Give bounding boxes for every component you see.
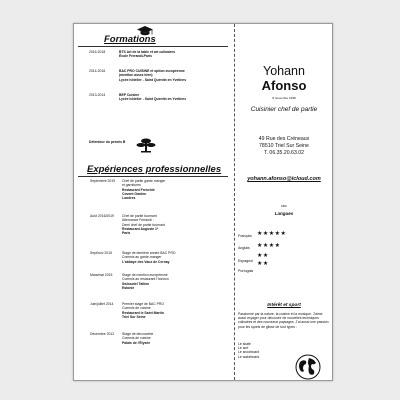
- education-line: BTS Art de la table et art culinaires: [119, 50, 176, 54]
- experience-date: Juin/juillet 2014: [90, 302, 114, 306]
- experience-line: Stage de dernière année BAC PRO: [122, 251, 176, 255]
- experience-line: Alternance Ferrandi :: [122, 218, 154, 223]
- experience-line: Commis au restaurant l'horizon: [122, 277, 169, 282]
- experience-line: Stage de mention européenne: [122, 273, 168, 277]
- language-name: Français: [238, 234, 252, 238]
- experience-place: Palais de l'Élysée: [122, 340, 151, 345]
- job-title: Cuisinier chef de partie: [250, 106, 318, 113]
- experience-line: Chef de partie garde manger: [122, 179, 166, 183]
- education-line: BAC PRO CUISINE et option européenne: [119, 69, 185, 73]
- experience-title: Expériences professionnelles: [87, 164, 222, 175]
- email-link[interactable]: yohann.afonso@icloud.com: [247, 176, 321, 182]
- language-stars: ★★★★: [257, 243, 281, 249]
- address-line: 78510 Triel Sur Seine: [259, 143, 309, 149]
- education-date: 2016-2018: [89, 50, 106, 54]
- experience-line: Commis de cuisine: [122, 306, 151, 311]
- driving-licence: Détenteur du permis B: [89, 140, 126, 144]
- experience-place: Restaurant le Saint Martin: [122, 310, 164, 315]
- language-name: Portugais: [238, 269, 254, 273]
- language-stars: ★★: [257, 261, 269, 267]
- experience-line: Chef de partie tournant: [122, 214, 157, 218]
- experience-rule: [78, 176, 228, 177]
- experience-place: Estonie: [122, 285, 135, 290]
- experience-date: Décembre 2012: [90, 332, 115, 336]
- experience-date: Sept/nov 2015: [90, 251, 112, 255]
- sport-item: Le skate: [238, 342, 251, 346]
- experience-line: Commis de cuisine: [122, 336, 151, 341]
- experience-line: et garnitures: [122, 183, 141, 188]
- sport-item: Le snowboard: [238, 350, 260, 355]
- experience-place: Restaurant Frenchie: [122, 187, 155, 192]
- sport-item: Le surf: [238, 346, 249, 351]
- birth-date: 8 novembre 1998: [272, 96, 296, 100]
- sports-list: [238, 342, 259, 359]
- column-divider: [234, 24, 235, 380]
- education-line: BEP Cuisine: [119, 93, 140, 97]
- education-line: Lycée hôtelier - Saint Quentin en Yvelines: [119, 97, 187, 102]
- tree-icon: [136, 137, 156, 153]
- education-date: 2013-2014: [89, 93, 106, 97]
- experience-line: Stage de découverte: [122, 332, 154, 336]
- experience-place: Swissotel Tallinn: [122, 281, 150, 286]
- interests-text: Passionné par la nature, la cuisine et la musique. J'aime aussi voyager pour découvrir de nouvelles techniques culinaires et des nouveaux paysages. J'ai aussi une passion pour les sports de glisse de tout types :: [238, 312, 329, 329]
- experience-line: Premier stage de BAC PRO: [122, 302, 165, 306]
- education-line: École Ferrandi-Paris: [119, 54, 152, 59]
- experience-place: Triel Sur Seine: [122, 314, 146, 319]
- experience-date: Août 2016/2019: [90, 214, 114, 218]
- cv-page: [73, 23, 333, 381]
- experience-place: Londres: [122, 196, 136, 201]
- globe-icon: [295, 354, 321, 380]
- education-rule: [78, 46, 228, 47]
- experience-place: Covent Garden: [122, 191, 147, 196]
- experience-place: Restaurant Auguste 1*: [122, 226, 159, 231]
- last-name: Afonso: [261, 78, 307, 93]
- language-name: Espagnol: [238, 259, 253, 263]
- education-title: Formations: [104, 34, 156, 45]
- languages-abc: ABC: [280, 204, 288, 208]
- phone-number: T. 06.35.20.63.02: [263, 150, 305, 156]
- education-line: Lycée hôtelier - Saint Quentin en Yvelines: [119, 77, 187, 82]
- experience-date: Mars/mai 2015: [90, 273, 113, 277]
- language-stars: ★★★★★: [257, 231, 287, 237]
- interests-title: Intérêt et sport: [267, 303, 301, 308]
- experience-place: L'abbaye des Vaux de Cernay: [122, 259, 170, 264]
- first-name: Yohann: [263, 64, 305, 78]
- experience-date: Septembre 2019: [90, 179, 116, 183]
- language-stars: ★★: [257, 253, 269, 259]
- address-line: 49 Rue des Créneaux: [258, 136, 310, 142]
- experience-line: Demi chef de partie tournant: [122, 222, 165, 227]
- experience-line: Commis au garde-manger: [122, 255, 162, 260]
- education-line: (mention assez bien): [119, 73, 153, 78]
- sport-item: Le wakeboard: [238, 354, 260, 359]
- languages-title: Langues: [274, 211, 294, 216]
- education-date: 2014-2016: [89, 69, 106, 73]
- language-name: Anglais: [238, 246, 250, 250]
- experience-place: Paris: [122, 231, 131, 236]
